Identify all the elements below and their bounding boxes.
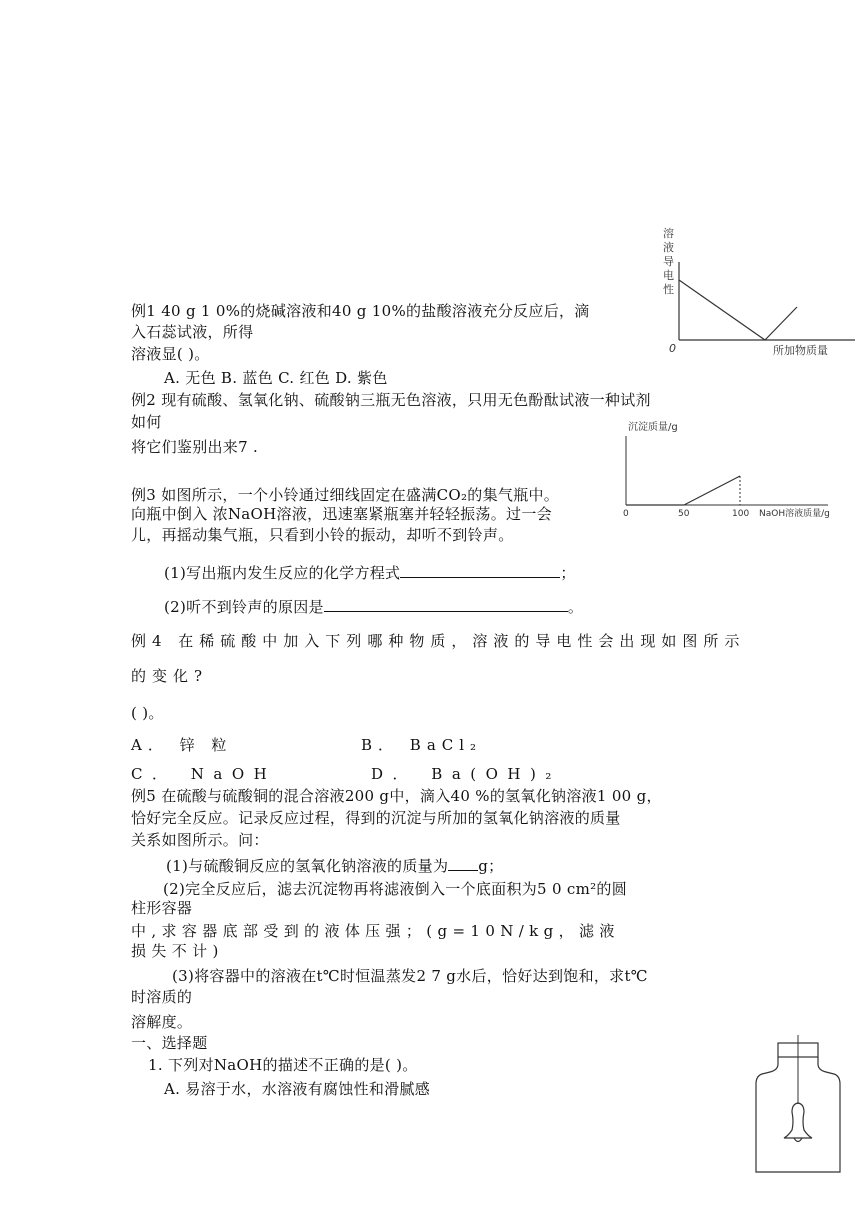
ex5-q2-line4: 损 失 不 计 ) xyxy=(131,942,219,960)
ex3-q1 xyxy=(164,563,576,583)
conductivity-figure xyxy=(655,222,860,362)
ex2-line2: 如何 xyxy=(131,413,162,431)
ex3-q2-blank[interactable] xyxy=(324,597,568,612)
ex5-q1-text: (1)与硫酸铜反应的氢氧化钠溶液的质量为 xyxy=(166,857,449,875)
ex5-q3-line3: 溶解度。 xyxy=(131,1013,193,1031)
ex4-line1: 例4 在稀硫酸中加入下列哪种物质，溶液的导电性会出现如图所示 xyxy=(131,632,746,650)
conductivity-curve-down xyxy=(679,280,765,340)
ex4-option-b: B． BaCl₂ xyxy=(361,736,483,754)
ex3-line2: 向瓶中倒入 浓NaOH溶液，迅速塞紧瓶塞并轻轻振荡。过一会 xyxy=(131,505,552,523)
ex3-q1-end: ； xyxy=(560,564,576,582)
precipitate-tick-100: 100 xyxy=(732,509,750,518)
bell-icon xyxy=(784,1103,812,1138)
ex1-line2: 入石蕊试液，所得 xyxy=(131,323,254,341)
ex1-line3: 溶液显( )。 xyxy=(131,345,210,363)
bell-jar-figure xyxy=(748,1032,850,1178)
ex4-line3: ( )。 xyxy=(131,704,164,722)
ex3-q2-end: 。 xyxy=(567,598,584,616)
ex3-line1: 例3 如图所示，一个小铃通过细线固定在盛满CO₂的集气瓶中。 xyxy=(131,486,560,504)
ex5-q2-line1: (2)完全反应后，滤去沉淀物再将滤液倒入一个底面积为5 0 cm²的圆 xyxy=(163,880,628,898)
question-1: 1. 下列对NaOH的描述不正确的是( )。 xyxy=(148,1056,418,1074)
ex3-line3: 儿，再摇动集气瓶，只看到小铃的振动，却听不到铃声。 xyxy=(131,526,514,544)
precipitate-tick-50: 50 xyxy=(678,509,690,518)
precipitate-figure xyxy=(618,418,860,518)
ex5-q3-line1: (3)将容器中的溶液在t℃时恒温蒸发2 7 g水后，恰好达到饱和，求t℃ xyxy=(172,967,648,985)
precipitate-origin: 0 xyxy=(623,509,629,518)
ex3-q1-blank[interactable] xyxy=(400,563,560,578)
conductivity-ylabel-1: 溶 xyxy=(663,227,674,240)
ex5-line2: 恰好完全反应。记录反应过程，得到的沉淀与所加的氢氧化钠溶液的质量 xyxy=(131,809,621,827)
ex5-q1-end: g； xyxy=(478,857,504,875)
conductivity-ylabel-5: 性 xyxy=(663,283,674,296)
ex5-q2-line2: 柱形容器 xyxy=(131,899,193,917)
conductivity-ylabel-4: 电 xyxy=(663,269,674,282)
question-1-option-a: A. 易溶于水，水溶液有腐蚀性和滑腻感 xyxy=(164,1080,431,1098)
ex5-q1 xyxy=(166,856,503,876)
ex5-line1: 例5 在硫酸与硫酸铜的混合溶液200 g中，滴入40 %的氢氧化钠溶液1 00 g， xyxy=(131,787,662,805)
ex4-option-a: A． 锌 粒 xyxy=(131,736,233,754)
conductivity-ylabel-3: 导 xyxy=(663,255,674,268)
ex5-q1-blank[interactable] xyxy=(448,856,478,871)
ex2-line1: 例2 现有硫酸、氢氧化钠、硫酸钠三瓶无色溶液，只用无色酚酞试液一种试剂 xyxy=(131,391,651,409)
ex2-line3: 将它们鉴别出来7 . xyxy=(131,438,259,456)
ex4-option-d: D． Ba(OH)₂ xyxy=(371,765,561,783)
ex1-line1: 例1 40 g 1 0%的烧碱溶液和40 g 10%的盐酸溶液充分反应后，滴 xyxy=(131,302,590,320)
ex3-q2-text: (2)听不到铃声的原因是 xyxy=(164,598,324,616)
conductivity-origin: 0 xyxy=(669,342,676,355)
precipitate-xlabel: NaOH溶液质量/g xyxy=(759,509,830,518)
ex3-q1-text: (1)写出瓶内发生反应的化学方程式 xyxy=(164,564,401,582)
conductivity-ylabel-2: 液 xyxy=(663,241,674,254)
conductivity-xlabel: 所加物质量 xyxy=(773,344,828,357)
ex3-q2 xyxy=(164,597,583,617)
precipitate-ylabel: 沉淀质量/g xyxy=(628,422,678,433)
precipitate-segment-rise xyxy=(684,476,740,505)
ex5-line3: 关系如图所示。问： xyxy=(131,831,269,849)
conductivity-curve-up xyxy=(765,307,797,340)
ex4-line2: 的变化? xyxy=(131,667,209,685)
section-title: 一、选择题 xyxy=(131,1034,208,1052)
ex5-q3-line2: 时溶质的 xyxy=(131,988,193,1006)
ex1-options: A. 无色 B. 蓝色 C. 红色 D. 紫色 xyxy=(164,369,388,387)
ex4-option-c: C． NaOH xyxy=(131,765,277,783)
ex5-q2-line3: 中 , 求 容 器 底 部 受 到 的 液 体 压 强 ； ( g = 1 0 N / k g ， 滤 液 xyxy=(131,922,615,940)
